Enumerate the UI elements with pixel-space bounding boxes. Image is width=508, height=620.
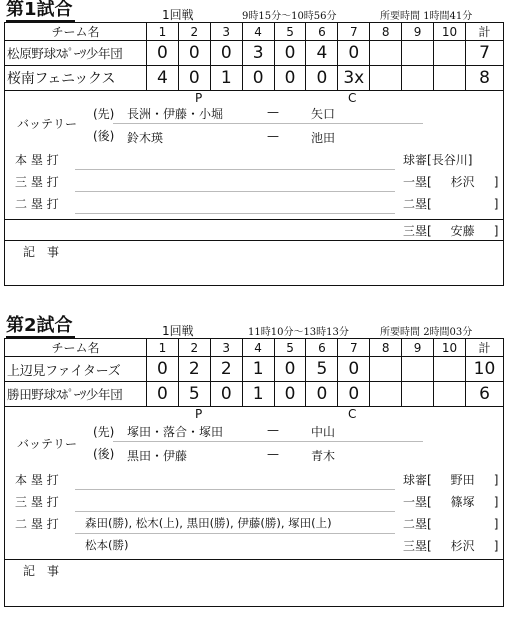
first-pitchers: 塚田・落合・塚田 [127,425,224,439]
game-duration: 所要時間 2時間03分 [380,327,473,338]
inning-score: 4 [306,41,338,66]
inning-header: 1 [147,339,179,357]
inning-score [434,66,466,91]
inning-score: 0 [274,357,306,382]
first-tag: (先) [93,425,115,439]
total-score: 7 [466,41,504,66]
inning-header: 3 [210,339,242,357]
second-pitchers: 黒田・伊藤 [127,449,188,463]
inning-score: 5 [306,357,338,382]
team-name: 勝田野球ｽﾎﾟｰﾂ少年団 [5,382,147,407]
first-tag: (先) [93,107,115,121]
game-header [4,2,504,22]
inning-score: 4 [147,66,179,91]
double-label: 二 塁 打 [15,197,59,211]
double-list-cont: 松本(勝) [85,538,129,552]
scoreboard [4,22,504,91]
first-dash: — [267,105,279,119]
inning-score [402,382,434,407]
catcher-heading: C [348,91,357,105]
inning-score: 1 [242,357,274,382]
team-name: 上辺見ファイターズ [5,357,147,382]
inning-score: 0 [274,382,306,407]
notes-label: 記 事 [23,245,60,259]
inning-score: 0 [274,66,306,91]
inning-score [402,357,434,382]
notes-box [4,560,504,607]
third-base-umpire: 三塁[ 杉沢 ] [403,539,499,553]
inning-score: 1 [242,382,274,407]
game-duration: 所要時間 1時間41分 [380,11,473,22]
inning-header: 5 [274,23,306,41]
inning-score: 0 [306,382,338,407]
inning-header: 4 [242,23,274,41]
triple-label: 三 塁 打 [15,495,59,509]
second-base-umpire: 二塁[ ] [403,197,499,211]
notes-box [4,241,504,286]
inning-score [370,41,402,66]
inning-header: 10 [434,23,466,41]
scoreboard-header [5,23,504,41]
team-header: チーム名 [5,339,147,357]
game-title: 第1試合 [6,0,73,20]
inning-score: 0 [147,41,179,66]
catcher-heading: C [348,407,357,421]
pitcher-heading: P [195,407,203,421]
round-label: 1回戦 [162,8,194,22]
game-header [4,315,504,338]
first-catchers: 矢口 [311,107,336,121]
inning-header: 10 [434,339,466,357]
triple-label: 三 塁 打 [15,175,59,189]
inning-header: 9 [402,23,434,41]
inning-header: 7 [338,339,370,357]
first-base-umpire: 一塁[ 杉沢 ] [403,175,499,189]
inning-score: 5 [178,382,210,407]
pitcher-heading: P [195,91,203,105]
second-catchers: 池田 [311,131,336,145]
notes-label: 記 事 [23,564,60,578]
inning-score: 0 [147,357,179,382]
inning-score: 0 [274,41,306,66]
inning-score: 0 [147,382,179,407]
double-list: 森田(勝), 松木(上), 黒田(勝), 伊藤(勝), 塚田(上) [85,516,332,530]
home-umpire: 球審[ 野田 ] [403,473,499,487]
inning-score: 0 [338,41,370,66]
second-tag: (後) [93,447,115,461]
total-header: 計 [466,23,504,41]
inning-score: 0 [210,41,242,66]
inning-header: 2 [178,339,210,357]
inning-score: 0 [242,66,274,91]
inning-score [402,66,434,91]
inning-score [434,41,466,66]
first-catchers: 中山 [311,425,336,439]
team-header: チーム名 [5,23,147,41]
second-base-umpire: 二塁[ ] [403,517,499,531]
inning-score: 0 [306,66,338,91]
game-1 [4,2,504,286]
inning-score [370,357,402,382]
inning-score: 0 [178,41,210,66]
inning-header: 8 [370,339,402,357]
team-row [5,66,504,91]
battery-label: バッテリー [17,437,78,451]
team-row [5,382,504,407]
team-row [5,41,504,66]
inning-header: 3 [210,23,242,41]
inning-score: 0 [210,382,242,407]
team-name: 松原野球ｽﾎﾟｰﾂ少年団 [5,41,147,66]
game-time: 9時15分～10時56分 [242,11,337,22]
details-box [4,407,504,560]
inning-header: 4 [242,339,274,357]
inning-score [434,357,466,382]
inning-score: 0 [338,382,370,407]
third-base-umpire: 三塁[ 安藤 ] [403,224,499,238]
team-row [5,357,504,382]
first-base-umpire: 一塁[ 篠塚 ] [403,495,499,509]
inning-header: 7 [338,23,370,41]
second-dash: — [267,129,279,143]
inning-score [370,382,402,407]
inning-header: 1 [147,23,179,41]
inning-header: 6 [306,339,338,357]
inning-header: 6 [306,23,338,41]
second-pitchers: 鈴木瑛 [127,131,164,145]
details-box [4,91,504,220]
inning-score: 0 [178,66,210,91]
second-catchers: 青木 [311,449,336,463]
third-umpire-row [4,220,504,241]
team-name: 桜南フェニックス [5,66,147,91]
inning-score: 2 [178,357,210,382]
homerun-label: 本 塁 打 [15,473,59,487]
game-time: 11時10分～13時13分 [248,327,349,338]
first-dash: — [267,423,279,437]
round-label: 1回戦 [162,324,194,338]
scoreboard [4,338,504,407]
total-header: 計 [466,339,504,357]
battery-label: バッテリー [17,117,78,131]
homerun-label: 本 塁 打 [15,153,59,167]
inning-score: 3x [338,66,370,91]
inning-header: 5 [274,339,306,357]
double-label: 二 塁 打 [15,517,59,531]
second-dash: — [267,447,279,461]
total-score: 6 [466,382,504,407]
inning-score: 2 [210,357,242,382]
game-title: 第2試合 [6,315,73,336]
total-score: 8 [466,66,504,91]
inning-score [434,382,466,407]
inning-score: 0 [338,357,370,382]
inning-header: 2 [178,23,210,41]
first-pitchers: 長洲・伊藤・小堀 [127,107,224,121]
home-umpire: 球審[長谷川] [403,153,473,167]
scoreboard-header [5,339,504,357]
total-score: 10 [466,357,504,382]
game-2 [4,315,504,607]
inning-score: 3 [242,41,274,66]
inning-score [370,66,402,91]
inning-score: 1 [210,66,242,91]
second-tag: (後) [93,129,115,143]
inning-header: 8 [370,23,402,41]
inning-header: 9 [402,339,434,357]
inning-score [402,41,434,66]
